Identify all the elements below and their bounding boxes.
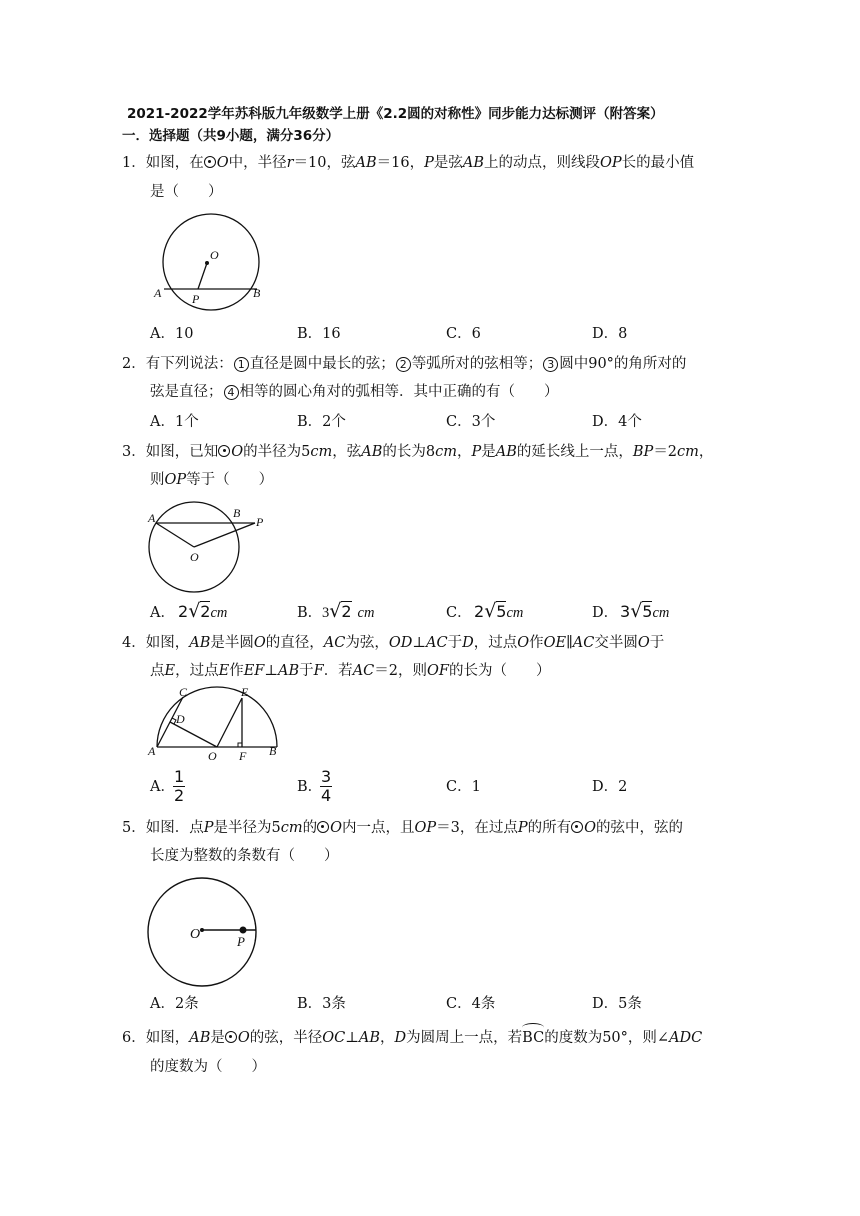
label-A: A [148, 511, 156, 525]
q2-option-c[interactable]: C．3个 [446, 414, 496, 430]
label-C: C [179, 685, 188, 699]
question-4-line-1: 4．如图，AB是半圆O的直径，AC为弦，OD⊥AC于D，过点O作OE∥AC交半圆O于 [122, 635, 665, 651]
q5-option-c[interactable]: C．4条 [446, 996, 496, 1012]
circled-number-4: 4 [224, 385, 239, 400]
q1-option-a[interactable]: A．10 [150, 326, 194, 342]
label-P: P [192, 292, 200, 306]
question-1-line-2: 是（ ） [150, 184, 223, 200]
q5-option-d[interactable]: D．5条 [592, 996, 642, 1012]
q5-option-a[interactable]: A．2条 [150, 996, 199, 1012]
question-5-line-1: 5．如图．点P是半径为5cm的 O内一点，且OP＝3，在过点P的所有 O的弦中，弦的 [122, 820, 684, 836]
question-6-line-1: 6．如图，AB是 O的弦，半径OC⊥AB，D为圆周上一点，若BC的度数为50°，则∠ADC [122, 1030, 703, 1046]
question-4-line-2: 点E，过点E作EF⊥AB于F．若AC＝2，则OF的长为（ ） [150, 663, 551, 679]
question-1-line-1: 1．如图，在 O中，半径r＝10，弦AB＝16，P是弦AB上的动点，则线段OP长的最小值 [122, 155, 695, 171]
q3-option-d-value: 3√5cm [620, 600, 670, 622]
q3-option-a-value: 2√2cm [178, 600, 228, 622]
question-5-figure [145, 878, 265, 990]
q1-option-b[interactable]: B．16 [297, 326, 341, 342]
label-B: B [233, 506, 241, 520]
document-title: 2021-2022学年苏科版九年级数学上册《2.2圆的对称性》同步能力达标测评（附答案） [127, 106, 664, 122]
label-O: O [208, 749, 217, 763]
circle-dot-icon [204, 156, 216, 168]
label-E: E [241, 685, 249, 699]
q3-option-a[interactable]: A． [150, 605, 175, 621]
label-O: O [210, 248, 219, 262]
q3-option-b-value: 3√2 cm [322, 600, 375, 622]
question-4-figure [145, 685, 285, 765]
circle-dot-icon [571, 821, 583, 833]
arc-bc: BC [522, 1030, 545, 1046]
circle-dot-icon [218, 445, 230, 457]
circled-number-2: 2 [396, 357, 411, 372]
label-A: A [154, 286, 162, 300]
question-3-line-2: 则OP等于（ ） [150, 472, 274, 488]
q2-option-b[interactable]: B．2个 [297, 414, 346, 430]
section-heading: 一．选择题（共9小题，满分36分） [122, 128, 340, 144]
label-B: B [269, 744, 277, 758]
q3-option-c[interactable]: C． [446, 605, 472, 621]
question-2-line-2: 弦是直径； 4 相等的圆心角对的弧相等．其中正确的有（ ） [150, 384, 559, 400]
question-5-line-2: 长度为整数的条数有（ ） [150, 848, 339, 864]
q4-option-a-fraction: $\frac{1}{2}$ [174, 767, 185, 805]
label-D: D [176, 712, 185, 726]
q4-option-b[interactable]: B． [297, 779, 323, 795]
circle-dot-icon [317, 821, 329, 833]
circle-dot-icon [225, 1031, 237, 1043]
question-3-figure [145, 505, 275, 595]
label-O: O [190, 927, 201, 942]
label-B: B [253, 286, 261, 300]
label-O: O [190, 550, 199, 564]
q5-option-b[interactable]: B．3条 [297, 996, 346, 1012]
q4-option-d[interactable]: D．2 [592, 779, 628, 795]
circled-number-1: 1 [234, 357, 249, 372]
circled-number-3: 3 [543, 357, 558, 372]
q3-option-d[interactable]: D． [592, 605, 619, 621]
label-P: P [237, 934, 245, 949]
q4-option-c[interactable]: C．1 [446, 779, 481, 795]
q2-option-a[interactable]: A．1个 [150, 414, 199, 430]
q1-option-c[interactable]: C．6 [446, 326, 481, 342]
q3-option-c-value: 2√5cm [474, 600, 524, 622]
q3-option-b[interactable]: B． [297, 605, 323, 621]
question-2-line-1: 2．有下列说法： 1 直径是圆中最长的弦； 2 等弧所对的弦相等； 3 圆中90°的角所对的 [122, 356, 687, 372]
q4-option-b-fraction: $\frac{3}{4}$ [321, 767, 332, 805]
question-1-figure [150, 215, 275, 315]
question-6-line-2: 的度数为（ ） [150, 1059, 266, 1075]
label-F: F [239, 749, 247, 763]
q2-option-d[interactable]: D．4个 [592, 414, 642, 430]
q1-option-d[interactable]: D．8 [592, 326, 628, 342]
q4-option-a[interactable]: A． [150, 779, 175, 795]
question-3-line-1: 3．如图，已知 O的半径为5cm，弦AB的长为8cm，P是AB的延长线上一点，BP＝2cm， [122, 444, 714, 460]
label-A: A [148, 744, 156, 758]
label-P: P [256, 515, 264, 529]
